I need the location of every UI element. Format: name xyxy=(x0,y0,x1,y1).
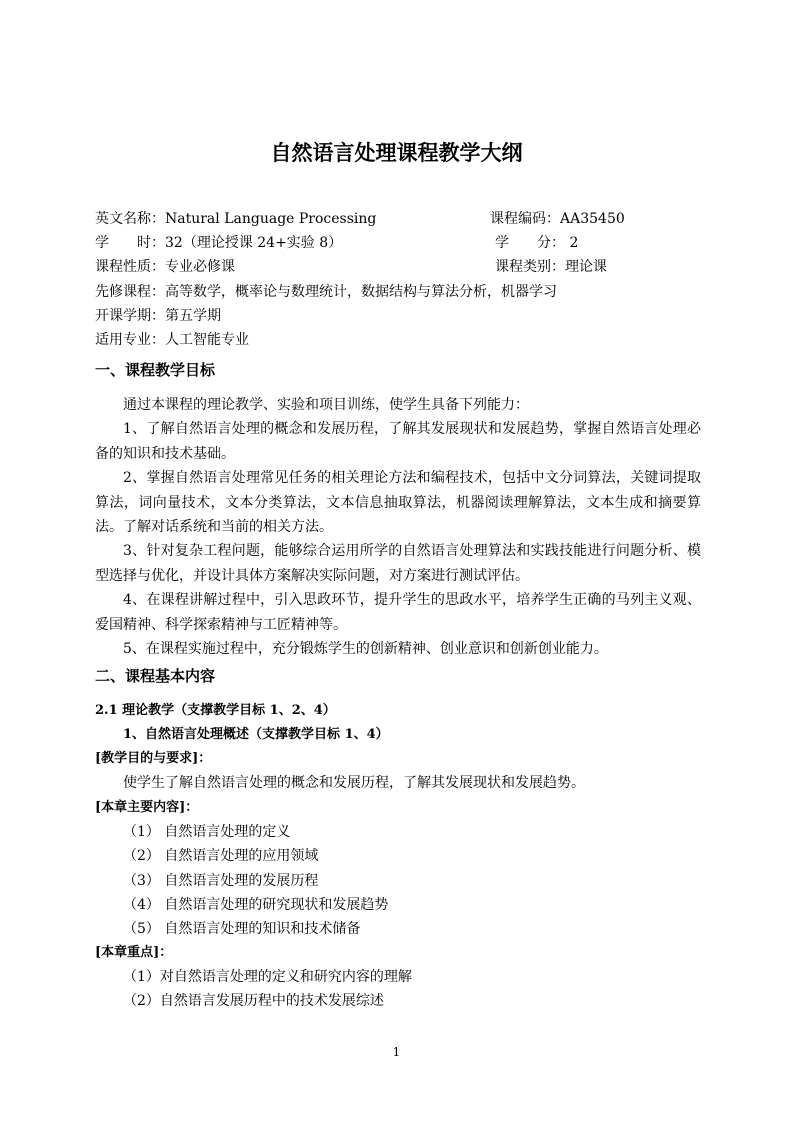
major-row: 适用专业：人工智能专业 xyxy=(95,332,249,348)
chapter-heading: 1、自然语言处理概述（支撑教学目标 1、4） xyxy=(123,727,389,742)
goal-text: 使学生了解自然语言处理的概念和发展历程，了解其发展现状和发展趋势。 xyxy=(123,775,585,791)
goal-label: [教学目的与要求]： xyxy=(95,751,212,766)
document-title: 自然语言处理课程教学大纲 xyxy=(270,141,523,165)
paragraph: 4、在课程讲解过程中，引入思政环节，提升学生的思政水平，培养学生正确的马列主义观、爱国精神、科学探索精神与工匠精神等。 xyxy=(95,592,701,633)
prereq-row: 先修课程：高等数学，概率论与数理统计，数据结构与算法分析，机器学习 xyxy=(95,284,557,300)
content-item: （3） 自然语言处理的发展历程 xyxy=(123,873,319,889)
subsection-heading: 2.1 理论教学（支撑教学目标 1、2、4） xyxy=(95,703,336,718)
paragraph: 2、掌握自然语言处理常见任务的相关理论方法和编程技术，包括中文分词算法，关键词提取算法，词向量技术，文本分类算法，文本信息抽取算法，机器阅读理解算法，文本生成和摘要算法。了解对话系统和当前的相关方法。 xyxy=(95,470,701,536)
content-item: （5） 自然语言处理的知识和技术储备 xyxy=(123,921,361,937)
content-label: [本章主要内容]： xyxy=(95,800,199,815)
key-item: （2）自然语言发展历程中的技术发展综述 xyxy=(123,993,384,1009)
section1-heading: 一、课程教学目标 xyxy=(95,361,216,379)
content-item: （4） 自然语言处理的研究现状和发展趋势 xyxy=(123,897,389,913)
credit-row: 学 分： 2 xyxy=(495,235,579,251)
content-item: （2） 自然语言处理的应用领域 xyxy=(123,848,319,864)
paragraph: 5、在课程实施过程中，充分锻炼学生的创新精神、创业意识和创新创业能力。 xyxy=(123,641,608,658)
hours-row: 学 时：32（理论授课 24+实验 8） xyxy=(95,235,343,251)
course-code-row: 课程编码：AA35450 xyxy=(490,211,625,227)
content-item: （1） 自然语言处理的定义 xyxy=(123,824,291,840)
section2-heading: 二、课程基本内容 xyxy=(95,667,216,685)
paragraph: 1、了解自然语言处理的概念和发展历程，了解其发展现状和发展趋势，掌握自然语言处理必备的知识和技术基础。 xyxy=(95,421,701,462)
page-number: 1 xyxy=(392,1045,401,1059)
objectives-body xyxy=(95,393,701,661)
term-row: 开课学期：第五学期 xyxy=(95,308,221,324)
type-row: 课程类别：理论课 xyxy=(495,259,607,275)
paragraph: 3、针对复杂工程问题，能够综合运用所学的自然语言处理算法和实践技能进行问题分析、模型选择与优化，并设计具体方案解决实际问题，对方案进行测试评估。 xyxy=(95,543,701,584)
key-label: [本章重点]： xyxy=(95,945,173,960)
paragraph: 通过本课程的理论教学、实验和项目训练，使学生具备下列能力： xyxy=(123,397,529,413)
english-name-row: 英文名称：Natural Language Processing xyxy=(95,211,377,227)
key-item: （1）对自然语言处理的定义和研究内容的理解 xyxy=(123,969,412,985)
nature-row: 课程性质：专业必修课 xyxy=(95,259,235,275)
